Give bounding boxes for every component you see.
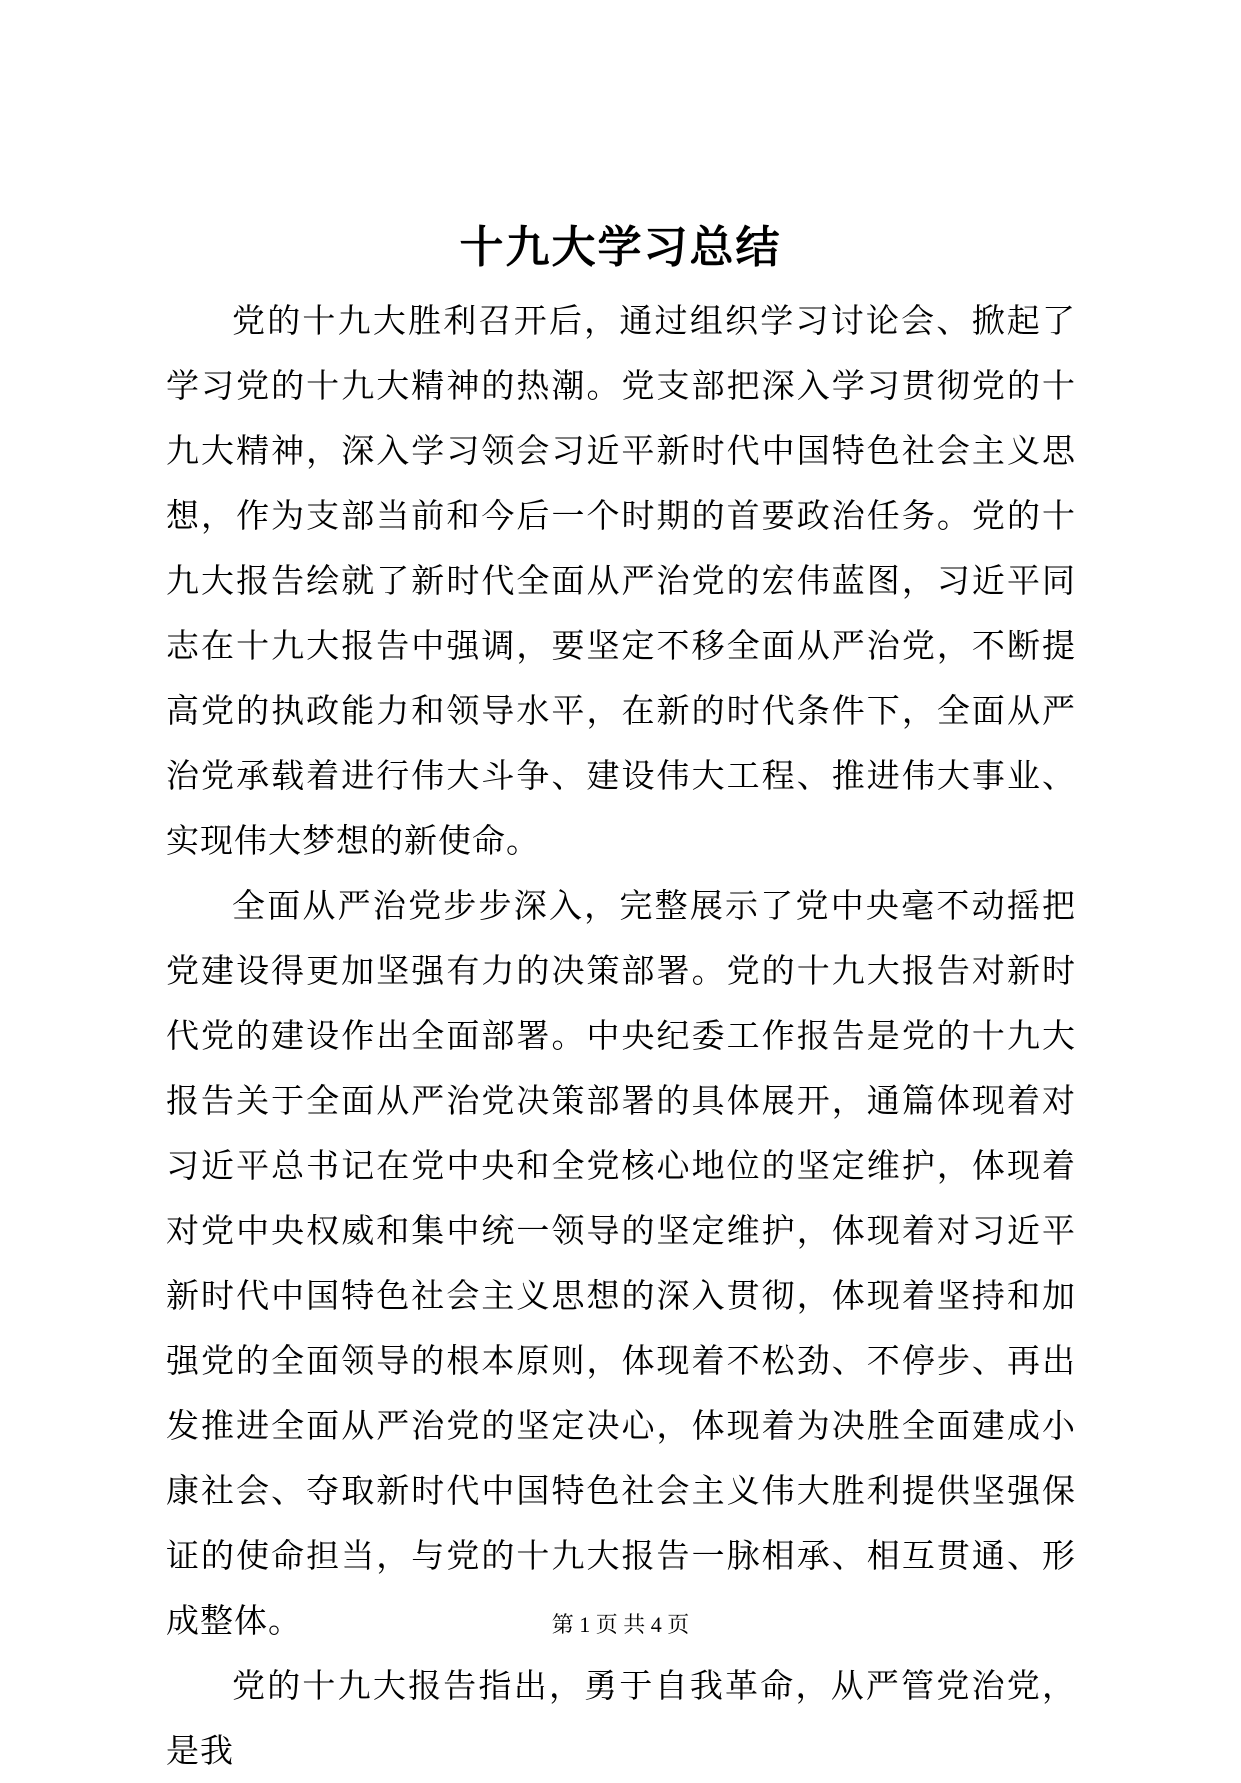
document-body [166,288,1076,1783]
paragraph-2: 全面从严治党步步深入，完整展示了党中央毫不动摇把党建设得更加坚强有力的决策部署。党的十九大报告对新时代党的建设作出全面部署。中央纪委工作报告是党的十九大报告关于全面从严治党决策部署的具体展开，通篇体现着对习近平总书记在党中央和全党核心地位的坚定维护，体现着对党中央权威和集中统一领导的坚定维护，体现着对习近平新时代中国特色社会主义思想的深入贯彻，体现着坚持和加强党的全面领导的根本原则，体现着不松劲、不停步、再出发推进全面从严治党的坚定决心，体现着为决胜全面建成小康社会、夺取新时代中国特色社会主义伟大胜利提供坚强保证的使命担当，与党的十九大报告一脉相承、相互贯通、形成整体。 [166,886,1076,1640]
page-footer [0,1610,1241,1640]
document-title: 十九大学习总结 [459,222,782,273]
page-indicator: 第 1 页 共 4 页 [551,1612,690,1637]
paragraph-3: 党的十九大报告指出，勇于自我革命，从严管党治党，是我 [166,1666,1076,1770]
paragraph-1: 党的十九大胜利召开后，通过组织学习讨论会、掀起了学习党的十九大精神的热潮。党支部把深入学习贯彻党的十九大精神，深入学习领会习近平新时代中国特色社会主义思想，作为支部当前和今后一个时期的首要政治任务。党的十九大报告绘就了新时代全面从严治党的宏伟蓝图，习近平同志在十九大报告中强调，要坚定不移全面从严治党，不断提高党的执政能力和领导水平，在新的时代条件下，全面从严治党承载着进行伟大斗争、建设伟大工程、推进伟大事业、实现伟大梦想的新使命。 [166,301,1076,860]
